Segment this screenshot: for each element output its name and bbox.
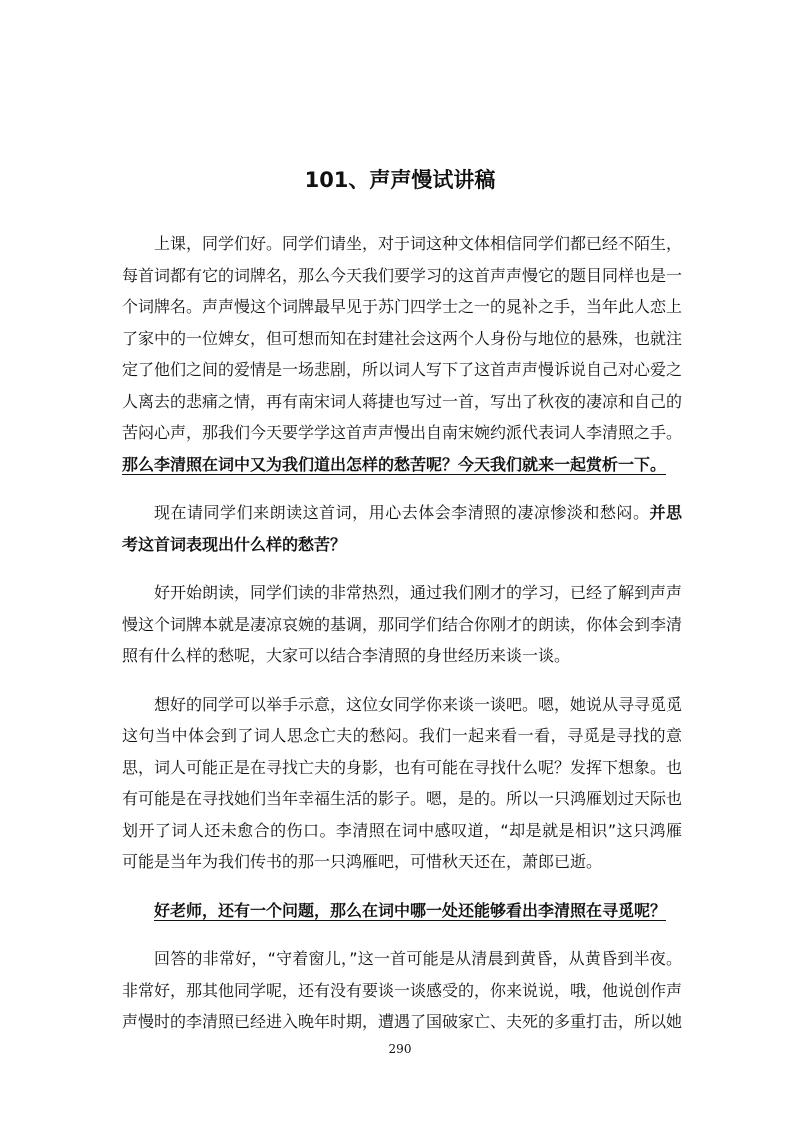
paragraph-intro — [122, 228, 682, 480]
paragraph-response: 回答的非常好，“守着窗儿，”这一首可能是从清晨到黄昏，从黄昏到半夜。非常好，那其他同学呢，还有没有要谈一谈感受的，你来说说，哦，他说创作声声慢时的李清照已经进入晚年时期，遭遇了国破家亡、夫死的多重打击，所以她 — [122, 949, 683, 1031]
page-title: 101、声声慢试讲稿 — [304, 168, 496, 192]
paragraph-student-answer: 想好的同学可以举手示意，这位女同学你来谈一谈吧。嗯，她说从寻寻觅觅这句当中体会到了词人思念亡夫的愁闷。我们一起来看一看，寻觅是寻找的意思，词人可能正是在寻找亡夫的身影，也有可能在寻找什么呢？发挥下想象。也有可能是在寻找她们当年幸福生活的影子。嗯，是的。所以一只鸿雁划过天际也划开了词人还未愈合的伤口。李清照在词中感叹道，“却是就是相识”这只鸿雁可能是当年为我们传书的那一只鸿雁吧，可惜秋天还在，萧郎已逝。 — [122, 694, 683, 871]
paragraph-question: 并思考这首词表现出什么样的愁苦？ — [122, 503, 682, 554]
paragraph-text: 现在请同学们来朗读这首词，用心去体会李清照的凄凉惨淡和愁闷。 — [154, 503, 650, 522]
paragraph-emphasis: 那么李清照在词中又为我们道出怎样的愁苦呢？今天我们就来一起赏析一下。 — [122, 454, 667, 474]
paragraph-discussion: 好开始朗读，同学们读的非常热烈，通过我们刚才的学习，已经了解到声声慢这个词牌本就是凄凉哀婉的基调，那同学们结合你刚才的朗读，你体会到李清照有什么样的愁呢，大家可以结合李清照的身世经历来谈一谈。 — [122, 583, 683, 665]
document-body — [122, 228, 682, 1055]
paragraph-followup-question: 好老师，还有一个问题，那么在词中哪一处还能够看出李清照在寻觅呢？ — [154, 900, 667, 920]
paragraph-reading — [122, 497, 682, 560]
paragraph-text: 上课，同学们好。同学们请坐，对于词这种文体相信同学们都已经不陌生，每首词都有它的词牌名，那么今天我们要学习的这首声声慢它的题目同样也是一个词牌名。声声慢这个词牌最早见于苏门四学士之一的晁补之手，当年此人恋上了家中的一位婢女，但可想而知在封建社会这两个人身份与地位的悬殊，也就注定了他们之间的爱情是一场悲剧，所以词人写下了这首声声慢诉说自己对心爱之人离去的悲痛之情，再有南宋词人蒋捷也写过一首，写出了秋夜的凄凉和自己的苦闷心声，那我们今天要学学这首声声慢出自南宋婉约派代表词人李清照之手。 — [122, 234, 683, 442]
page-number: 290 — [388, 1042, 412, 1056]
